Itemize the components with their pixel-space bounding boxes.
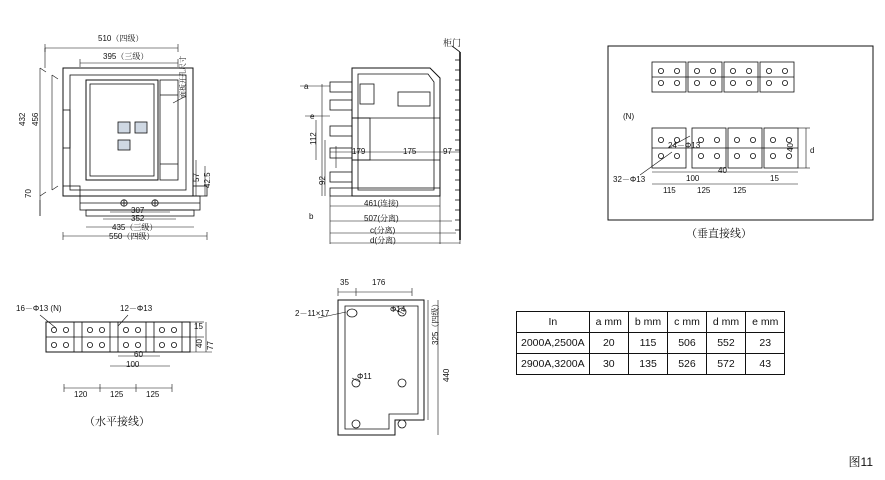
table-header-row <box>517 312 785 333</box>
cell-b-1: 115 <box>628 333 667 354</box>
cell-in-2: 2900A,3200A <box>517 354 590 375</box>
vertical-neutral-label: (N) <box>623 112 635 121</box>
horizontal-dim-16xd13: 16－Φ13 (N) <box>16 304 62 313</box>
horizontal-dim-40: 40 <box>195 339 204 348</box>
vertical-dim-24xd13: 24－Φ13 <box>668 141 701 150</box>
vertical-dim-100: 100 <box>686 174 700 183</box>
cell-e-1: 23 <box>746 333 785 354</box>
rear-dim-d11: Φ11 <box>357 372 372 381</box>
side-dim-a: a <box>304 82 309 91</box>
front-dim-57: 57 <box>192 173 201 182</box>
door-label: 柜门 <box>443 38 462 48</box>
side-dim-c: c(分离) <box>370 226 396 235</box>
side-dim-507: 507(分离) <box>364 214 399 223</box>
cell-d-1: 552 <box>706 333 745 354</box>
rear-dim-325: 325（四级） <box>431 299 440 345</box>
th-in: In <box>517 312 590 333</box>
front-dim-42-5: 42.5 <box>203 172 212 188</box>
vertical-dim-125-b: 125 <box>733 186 747 195</box>
rear-dim-35: 35 <box>340 278 349 287</box>
front-dim-70: 70 <box>24 189 33 198</box>
horizontal-dim-120: 120 <box>74 390 88 399</box>
side-dim-92: 92 <box>318 176 327 185</box>
front-dim-456: 456 <box>31 112 40 126</box>
front-dim-432: 432 <box>18 112 27 126</box>
front-dim-395: 395（三级） <box>103 52 149 61</box>
cell-e-2: 43 <box>746 354 785 375</box>
figure-number: 图11 <box>848 455 873 469</box>
horizontal-wiring-caption: （水平接线） <box>84 416 150 428</box>
side-dim-97: 97 <box>443 147 452 156</box>
cell-in-1: 2000A,2500A <box>517 333 590 354</box>
cell-d-2: 572 <box>706 354 745 375</box>
cell-b-2: 135 <box>628 354 667 375</box>
horizontal-dim-60: 60 <box>134 350 143 359</box>
th-d: d mm <box>706 312 745 333</box>
table-row <box>517 333 785 354</box>
side-dim-179: 179 <box>352 147 366 156</box>
side-dim-175: 175 <box>403 147 417 156</box>
vertical-dim-15: 15 <box>770 174 779 183</box>
front-dim-550: 550（四级） <box>109 232 155 241</box>
side-dim-b: b <box>309 212 314 221</box>
horizontal-dim-125-a: 125 <box>110 390 124 399</box>
rear-dim-d14: Φ14 <box>390 305 406 314</box>
cell-c-1: 506 <box>668 333 707 354</box>
front-panel-cutout-note: 面板开孔尺寸 <box>180 56 187 98</box>
vertical-dim-d: d <box>810 146 815 155</box>
th-c: c mm <box>668 312 707 333</box>
side-dim-e: e <box>310 112 315 121</box>
vertical-dim-40b: 40 <box>786 143 795 152</box>
rear-dim-440: 440 <box>442 368 451 382</box>
rear-dim-176: 176 <box>372 278 386 287</box>
side-dim-d: d(分离) <box>370 236 396 245</box>
horizontal-dim-15: 15 <box>194 322 203 331</box>
horizontal-dim-12xd13: 12－Φ13 <box>120 304 153 313</box>
dimension-table <box>516 311 785 375</box>
vertical-dim-32xd13: 32－Φ13 <box>613 175 646 184</box>
side-dim-112: 112 <box>309 132 318 145</box>
th-a: a mm <box>589 312 628 333</box>
cell-a-1: 20 <box>589 333 628 354</box>
front-dim-352: 352 <box>131 214 145 223</box>
cell-c-2: 526 <box>668 354 707 375</box>
vertical-dim-125-a: 125 <box>697 186 711 195</box>
horizontal-dim-100: 100 <box>126 360 140 369</box>
horizontal-dim-77: 77 <box>206 341 215 350</box>
side-dim-461: 461(连接) <box>364 199 399 208</box>
horizontal-dim-125-b: 125 <box>146 390 160 399</box>
table-row <box>517 354 785 375</box>
vertical-dim-40: 40 <box>718 166 727 175</box>
front-dim-435: 435（三级） <box>112 223 158 232</box>
front-dim-307: 307 <box>131 206 145 215</box>
vertical-dim-115: 115 <box>663 186 676 195</box>
th-e: e mm <box>746 312 785 333</box>
cell-a-2: 30 <box>589 354 628 375</box>
front-dim-510: 510（四级） <box>98 34 144 43</box>
th-b: b mm <box>628 312 667 333</box>
vertical-wiring-caption: （垂直接线） <box>686 228 752 240</box>
rear-dim-2x11x17: 2－11×17 <box>295 309 330 318</box>
